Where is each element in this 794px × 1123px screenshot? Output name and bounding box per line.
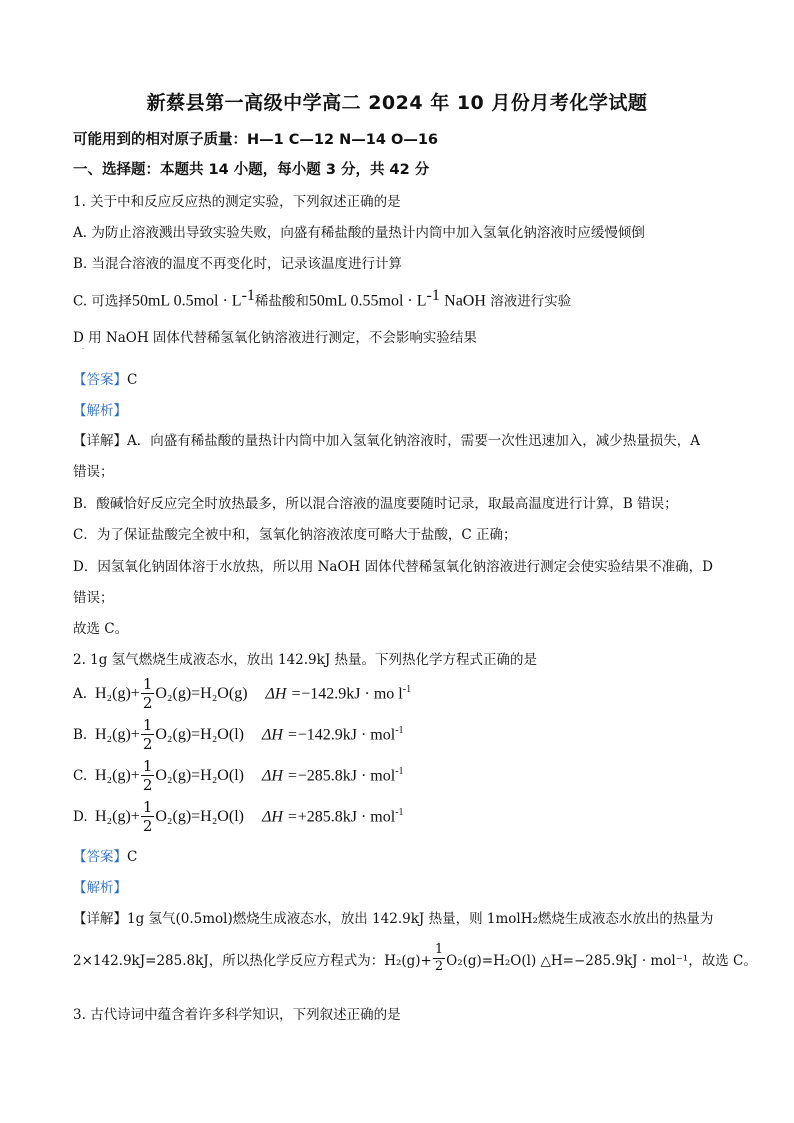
- q1-option-d: D 用 NaOH 固体代替稀氢氧化钠溶液进行测定，不会影响实验结果: [73, 330, 477, 346]
- q1-option-b: B. 当混合溶液的温度不再变化时，记录该温度进行计算: [73, 256, 403, 272]
- q1-c-volume2: 50mL 0.55mol · L: [308, 292, 427, 310]
- one-half-fraction: $\frac{1}{2}$: [142, 757, 153, 794]
- option-label: C.: [73, 767, 88, 784]
- q1-c-volume1: 50mL 0.5mol · L: [131, 292, 242, 310]
- option-label: D.: [73, 808, 88, 825]
- q1-detail-2: B．酸碱恰好反应完全时放热最多，所以混合溶液的温度要随时记录，取最高温度进行计算，B 错误；: [73, 496, 678, 512]
- q1-c-exp2: -1: [426, 287, 440, 304]
- q2-answer: [73, 845, 137, 865]
- q2-option-c: [73, 757, 404, 794]
- q1-analysis-label: 【解析】: [73, 403, 127, 419]
- q2-option-b: [73, 716, 404, 753]
- option-label: A.: [73, 685, 88, 702]
- q1-detail-3: C．为了保证盐酸完全被中和，氢氧化钠溶液浓度可略大于盐酸，C 正确；: [73, 527, 517, 543]
- q1-c-naoh: NaOH: [444, 292, 486, 310]
- answer-label: 【答案】: [73, 849, 127, 865]
- delta-h: ΔH =−285.8kJ · mol$^{-1}$: [261, 765, 404, 785]
- q1-detail-1b: 错误；: [73, 464, 114, 480]
- one-half-fraction: $\frac{1}{2}$: [434, 942, 444, 974]
- eq-o2: O₂(g)=: [155, 684, 201, 702]
- option-label: B.: [73, 726, 88, 743]
- q1-c-suffix: 溶液进行实验: [490, 293, 572, 310]
- eq-o2: O₂(g)=: [155, 807, 201, 825]
- q2-option-a: [73, 675, 411, 712]
- q2-detail-2-prefix: 2×142.9kJ=285.8kJ，所以热化学反应方程式为：H₂(g)+: [73, 952, 432, 969]
- q2-analysis-label: 【解析】: [73, 880, 127, 896]
- eq-lhs: H₂(g)+: [95, 807, 140, 825]
- q1-detail-4b: 错误；: [73, 590, 114, 606]
- one-half-fraction: $\frac{1}{2}$: [142, 798, 153, 835]
- answer-value: C: [127, 372, 138, 388]
- atomic-masses: 可能用到的相对原子质量：H—1 C—12 N—14 O—16: [73, 132, 439, 148]
- q1-answer: [73, 368, 137, 388]
- q1-c-exp1: -1: [241, 287, 255, 304]
- one-half-fraction: $\frac{1}{2}$: [142, 675, 153, 712]
- q2-option-d: [73, 798, 404, 835]
- answer-label: 【答案】: [73, 372, 127, 388]
- eq-o2: O₂(g)=: [155, 766, 201, 784]
- eq-lhs: H₂(g)+: [95, 684, 140, 702]
- stray-mark: ·: [82, 346, 84, 353]
- answer-value: C: [127, 849, 138, 865]
- q2-stem: 2. 1g 氢气燃烧生成液态水，放出 142.9kJ 热量。下列热化学方程式正确的是: [73, 652, 538, 668]
- q1-option-c: [73, 287, 571, 311]
- page-title: 新蔡县第一高级中学高二 2024 年 10 月份月考化学试题: [146, 92, 648, 114]
- q1-option-a: A. 为防止溶液溅出导致实验失败，向盛有稀盐酸的量热计内筒中加入氢氧化钠溶液时应缓慢倾倒: [73, 225, 645, 241]
- eq-product: H₂O(l): [200, 766, 244, 784]
- delta-h: ΔH =+285.8kJ · mol$^{-1}$: [261, 806, 404, 826]
- q3-stem: 3. 古代诗词中蕴含着许多科学知识，下列叙述正确的是: [73, 1007, 401, 1023]
- eq-lhs: H₂(g)+: [95, 725, 140, 743]
- q1-stem: 1. 关于中和反应反应热的测定实验，下列叙述正确的是: [73, 194, 401, 210]
- eq-product: H₂O(g): [200, 684, 248, 702]
- one-half-fraction: $\frac{1}{2}$: [142, 716, 153, 753]
- delta-h: ΔH =−142.9kJ · mol$^{-1}$: [261, 724, 404, 744]
- q2-detail-2-suffix: O₂(g)=H₂O(l) △H=−285.9kJ · mol⁻¹，故选 C。: [446, 952, 757, 969]
- q2-detail-2: [73, 942, 757, 975]
- q1-detail-4: D．因氢氧化钠固体溶于水放热，所以用 NaOH 固体代替稀氢氧化钠溶液进行测定会使实验结果不准确，D: [73, 559, 713, 575]
- delta-h: ΔH =−142.9kJ · mo $l^{-1}$: [265, 683, 412, 703]
- q1-c-mid: 稀盐酸和: [254, 293, 309, 310]
- eq-product: H₂O(l): [200, 725, 244, 743]
- section-heading: 一、选择题：本题共 14 小题，每小题 3 分，共 42 分: [73, 162, 430, 178]
- q2-detail-1: 【详解】1g 氢气(0.5mol)燃烧生成液态水，放出 142.9kJ 热量，则 1molH₂燃烧生成液态水放出的热量为: [73, 911, 714, 927]
- q1-c-prefix: C. 可选择: [73, 293, 132, 310]
- q1-conclusion: 故选 C。: [73, 621, 129, 637]
- eq-product: H₂O(l): [200, 807, 244, 825]
- eq-lhs: H₂(g)+: [95, 766, 140, 784]
- eq-o2: O₂(g)=: [155, 725, 201, 743]
- q1-detail-1: 【详解】A．向盛有稀盐酸的量热计内筒中加入氢氧化钠溶液时，需要一次性迅速加入，减少热量损失，A: [73, 433, 700, 449]
